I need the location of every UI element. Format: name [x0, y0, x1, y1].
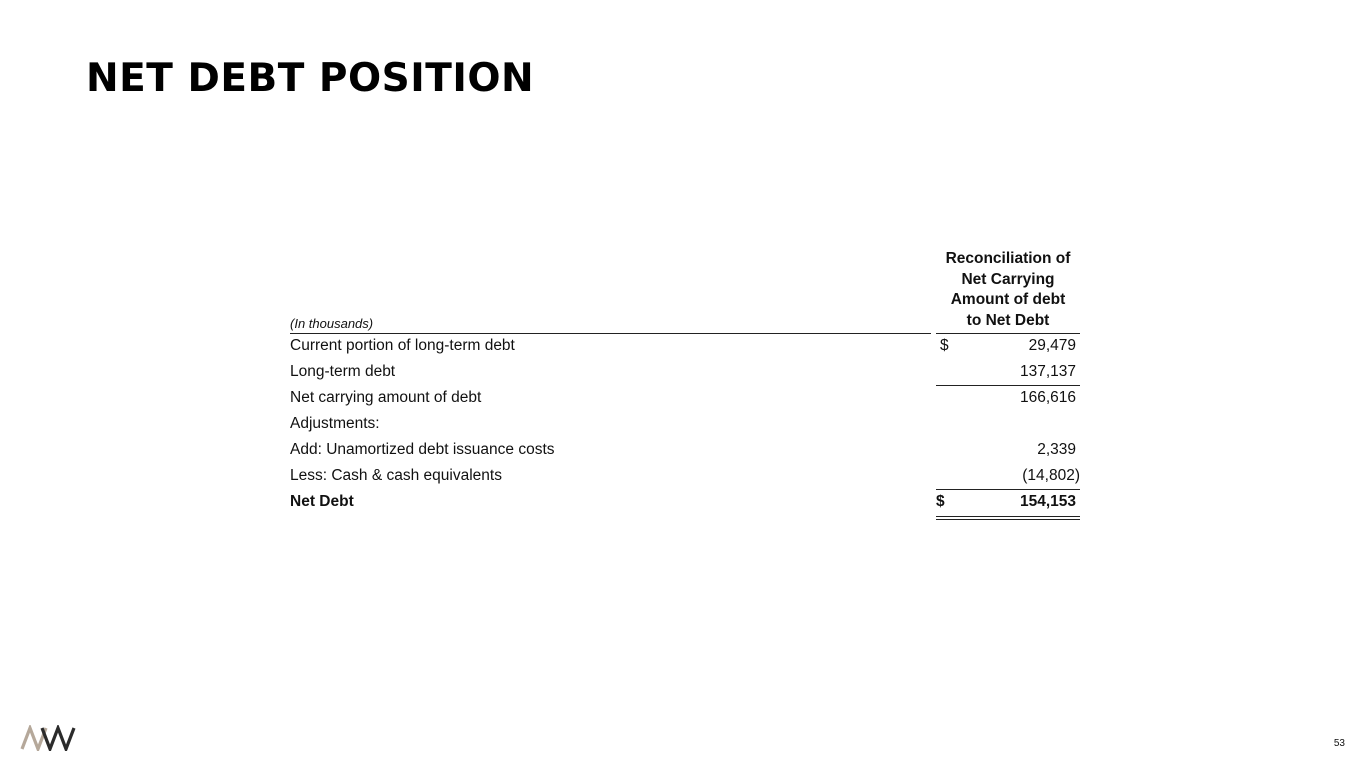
row-label: Net Debt — [290, 493, 354, 510]
column-header — [936, 249, 1080, 331]
row-label: Adjustments: — [290, 415, 380, 432]
row-value: (14,802) — [1022, 467, 1080, 484]
row-label: Net carrying amount of debt — [290, 389, 482, 406]
row-label: Less: Cash & cash equivalents — [290, 467, 502, 484]
row-value: 137,137 — [1019, 363, 1076, 380]
company-logo-icon — [20, 725, 76, 751]
table-row — [290, 411, 1080, 437]
currency-symbol: $ — [936, 493, 945, 510]
table-header — [290, 250, 1080, 333]
table-row — [290, 359, 1080, 385]
table-row — [290, 385, 1080, 411]
row-label: Add: Unamortized debt issuance costs — [290, 441, 555, 458]
column-header-line: to Net Debt — [966, 311, 1050, 329]
row-label: Long-term debt — [290, 363, 396, 380]
column-header-line: Net Carrying — [961, 270, 1055, 288]
page-number: 53 — [1333, 738, 1345, 749]
net-debt-reconciliation-table — [290, 250, 1080, 515]
table-row — [290, 463, 1080, 489]
units-label: (In thousands) — [290, 316, 374, 331]
double-underline-rule — [936, 516, 1080, 520]
column-header-line: Reconciliation of — [945, 250, 1071, 267]
currency-symbol: $ — [940, 337, 949, 354]
company-logo — [20, 725, 76, 751]
row-value: 29,479 — [1028, 337, 1076, 354]
row-value: 2,339 — [1037, 441, 1076, 458]
row-value: 154,153 — [1019, 493, 1076, 510]
column-header-line: Amount of debt — [950, 291, 1066, 308]
table-row — [290, 333, 1080, 359]
slide-title: NET DEBT POSITION — [86, 56, 535, 101]
row-label: Current portion of long-term debt — [290, 337, 515, 354]
row-value: 166,616 — [1019, 389, 1076, 406]
table-row — [290, 437, 1080, 463]
table-row-total — [290, 489, 1080, 515]
